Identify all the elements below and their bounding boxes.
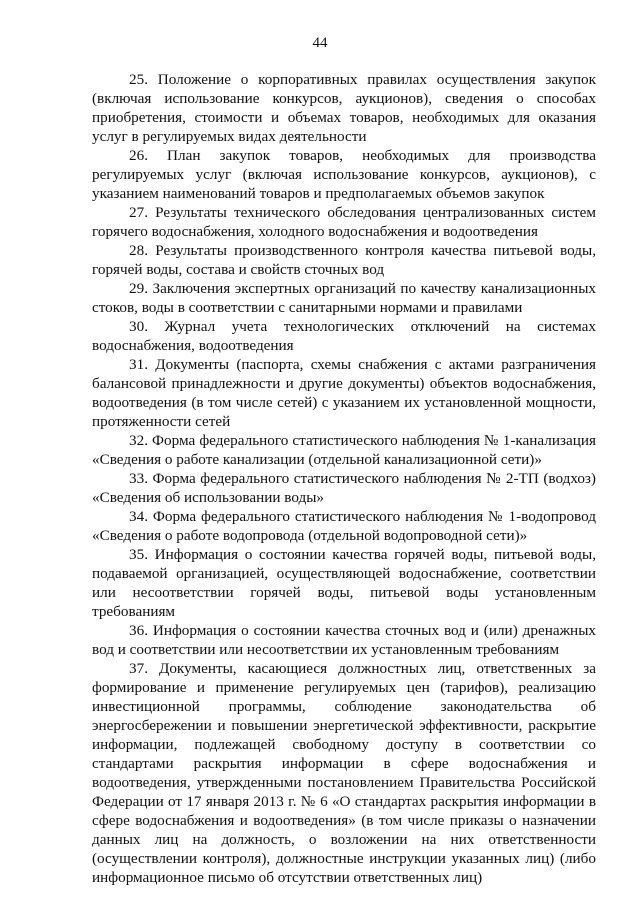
list-item-35: 35. Информация о состоянии качества горячей воды, питьевой воды, подаваемой организацией, осуществляющей водоснабжение, соответствии или несоответствии горячей воды, питьевой воды установленным требованиям [92,546,596,620]
list-item-25: 25. Положение о корпоративных правилах осуществления закупок (включая использование конкурсов, аукционов), сведения о способах приобретения, стоимости и объемах товаров, необходимых для оказания услуг в регулируемых видах деятельности [92,71,596,145]
document-body [92,70,596,887]
list-item-37: 37. Документы, касающиеся должностных лиц, ответственных за формирование и применение регулируемых цен (тарифов), реализацию инвестиционной программы, соблюдение законодательства об энергосбережении и повышении энергетической эффективности, раскрытие информации, подлежащей свободному доступу в соответствии со стандартами раскрытия информации в сфере водоснабжения и водоотведения, утвержденными постановлением Правительства Российской Федерации от 17 января 2013 г. № 6 «О стандартах раскрытия информации в сфере водоснабжения и водоотведения» (в том числе приказы о назначении данных лиц на должность, о возложении на них ответственности (осуществлении контроля), должностные инструкции указанных лиц) (либо информационное письмо об отсутствии ответственных лиц) [92,660,596,886]
list-item-31: 31. Документы (паспорта, схемы снабжения с актами разграничения балансовой принадлежности и другие документы) объектов водоснабжения, водоотведения (в том числе сетей) с указанием их установленной мощности, протяженности сетей [92,356,596,430]
list-item-36: 36. Информация о состоянии качества сточных вод и (или) дренажных вод и соответствии или несоответствии их установленным требованиям [92,622,596,658]
list-item-29: 29. Заключения экспертных организаций по качеству канализационных стоков, воды в соответствии с санитарными нормами и правилами [92,280,596,316]
list-item-26: 26. План закупок товаров, необходимых для производства регулируемых услуг (включая использование конкурсов, аукционов), с указанием наименований товаров и предполагаемых объемов закупок [92,147,596,202]
list-item-34: 34. Форма федерального статистического наблюдения № 1-водопровод «Сведения о работе водопровода (отдельной водопроводной сети)» [92,508,596,544]
page-number: 44 [312,35,328,51]
list-item-27: 27. Результаты технического обследования централизованных систем горячего водоснабжения, холодного водоснабжения и водоотведения [92,204,596,240]
list-item-30: 30. Журнал учета технологических отключений на системах водоснабжения, водоотведения [92,318,596,354]
list-item-33: 33. Форма федерального статистического наблюдения № 2-ТП (водхоз) «Сведения об использовании воды» [92,470,596,506]
list-item-28: 28. Результаты производственного контроля качества питьевой воды, горячей воды, состава и свойств сточных вод [92,242,596,278]
list-item-32: 32. Форма федерального статистического наблюдения № 1-канализация «Сведения о работе канализации (отдельной канализационной сети)» [92,432,596,468]
